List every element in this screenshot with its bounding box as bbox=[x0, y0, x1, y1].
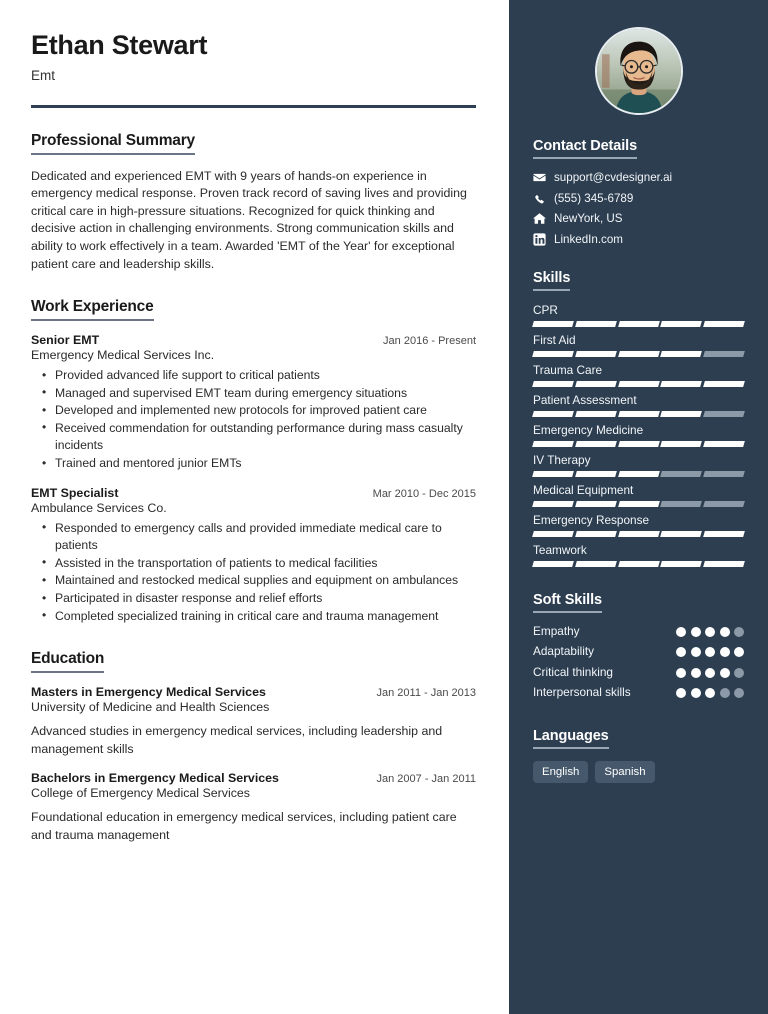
summary-text: Dedicated and experienced EMT with 9 years of hands-on experience in emergency medical response. Proven track record of saving lives and providing critical care in high-pressure situations. Recognized for quick thinking and decisive action in challenging environments. Strong communication skills and ability to work effectively in a team. Awarded 'EMT of the Year' for exceptional patient care and leadership skills. bbox=[31, 168, 467, 271]
rating-dot bbox=[676, 668, 686, 678]
skill-bar-segment bbox=[661, 381, 703, 387]
rating-dot bbox=[720, 627, 730, 637]
skill-item bbox=[533, 332, 744, 357]
skill-label: IV Therapy bbox=[533, 452, 591, 467]
skill-bar-segment bbox=[532, 381, 574, 387]
rating-dot bbox=[691, 668, 701, 678]
skill-bar-segment bbox=[661, 321, 703, 327]
skill-label: Emergency Response bbox=[533, 512, 650, 527]
skill-item bbox=[533, 452, 744, 477]
skill-bar-segment bbox=[703, 411, 745, 417]
work-entry-bullets bbox=[31, 367, 476, 473]
skill-label: Medical Equipment bbox=[533, 482, 634, 497]
work-entry-role: EMT Specialist bbox=[31, 485, 119, 500]
section-contact-details bbox=[533, 137, 744, 247]
skill-level-bar bbox=[533, 351, 744, 357]
skill-bar-segment bbox=[618, 441, 660, 447]
contact-linkedin-text: LinkedIn.com bbox=[554, 232, 623, 246]
soft-skills-list bbox=[533, 623, 744, 701]
soft-skill-item bbox=[533, 643, 744, 660]
section-title-skills: Skills bbox=[533, 270, 570, 291]
work-entry-organization: Ambulance Services Co. bbox=[31, 500, 167, 515]
skill-bar-segment bbox=[703, 531, 745, 537]
list-item: • Completed specialized training in critical care and trauma management bbox=[55, 608, 476, 626]
language-chip[interactable]: English bbox=[533, 761, 588, 783]
skill-bar-segment bbox=[703, 561, 745, 567]
skill-level-bar bbox=[533, 381, 744, 387]
skill-bar-segment bbox=[661, 531, 703, 537]
skill-bar-segment bbox=[618, 501, 660, 507]
skill-bar-segment bbox=[532, 441, 574, 447]
education-entry-header bbox=[31, 685, 476, 699]
skill-bar-segment bbox=[532, 561, 574, 567]
skill-bar-segment bbox=[532, 411, 574, 417]
contact-list bbox=[533, 170, 744, 247]
sidebar bbox=[509, 0, 768, 1014]
skill-bar-segment bbox=[661, 351, 703, 357]
linkedin-icon bbox=[533, 233, 550, 246]
soft-skill-rating-dots bbox=[668, 643, 744, 657]
skill-bar-segment bbox=[532, 321, 574, 327]
envelope-icon bbox=[533, 171, 550, 184]
skill-bar-segment bbox=[575, 411, 617, 417]
education-entry-dates: Jan 2007 - Jan 2011 bbox=[376, 773, 476, 786]
work-entry-header bbox=[31, 333, 476, 347]
list-item: • Developed and implemented new protocols for improved patient care bbox=[55, 402, 476, 420]
list-item: • Responded to emergency calls and provided immediate medical care to patients bbox=[55, 520, 476, 555]
contact-email-text: support@cvdesigner.ai bbox=[554, 171, 673, 184]
rating-dot bbox=[676, 647, 686, 657]
skill-bar-segment bbox=[661, 471, 703, 477]
section-skills bbox=[533, 269, 744, 567]
skill-item bbox=[533, 422, 744, 447]
skill-item bbox=[533, 482, 744, 507]
rating-dot bbox=[720, 647, 730, 657]
skill-bar-segment bbox=[618, 531, 660, 537]
skill-bar-segment bbox=[703, 351, 745, 357]
skill-bar-segment bbox=[661, 561, 703, 567]
work-entry-bullets bbox=[31, 520, 476, 626]
rating-dot bbox=[691, 647, 701, 657]
list-item: • Received commendation for outstanding performance during mass casualty incidents bbox=[55, 420, 476, 455]
soft-skill-label: Interpersonal skills bbox=[533, 685, 631, 699]
skill-bar-segment bbox=[575, 381, 617, 387]
section-title-contact: Contact Details bbox=[533, 138, 637, 159]
phone-icon bbox=[533, 192, 550, 205]
skill-item bbox=[533, 512, 744, 537]
skill-bar-segment bbox=[575, 321, 617, 327]
list-item: • Assisted in the transportation of patients to medical facilities bbox=[55, 555, 476, 573]
skill-bar-segment bbox=[618, 471, 660, 477]
rating-dot bbox=[705, 688, 715, 698]
skill-label: CPR bbox=[533, 302, 558, 317]
education-entry-degree: Bachelors in Emergency Medical Services bbox=[31, 771, 279, 786]
soft-skill-rating-dots bbox=[668, 684, 744, 698]
soft-skill-rating-dots bbox=[668, 664, 744, 678]
skill-bar-segment bbox=[618, 351, 660, 357]
rating-dot bbox=[734, 647, 744, 657]
language-chip[interactable]: Spanish bbox=[595, 761, 654, 783]
education-entry-school: College of Emergency Medical Services bbox=[31, 786, 250, 801]
rating-dot bbox=[691, 688, 701, 698]
education-entry-header bbox=[31, 771, 476, 785]
section-professional-summary bbox=[31, 132, 476, 274]
section-education bbox=[31, 650, 476, 844]
skill-level-bar bbox=[533, 501, 744, 507]
work-entry-organization: Emergency Medical Services Inc. bbox=[31, 348, 215, 363]
list-item: • Trained and mentored junior EMTs bbox=[55, 455, 476, 473]
skill-level-bar bbox=[533, 471, 744, 477]
skill-level-bar bbox=[533, 531, 744, 537]
skill-level-bar bbox=[533, 321, 744, 327]
education-entry-school: University of Medicine and Health Sciences bbox=[31, 700, 270, 715]
list-item: • Participated in disaster response and relief efforts bbox=[55, 590, 476, 608]
skill-label: Trauma Care bbox=[533, 362, 603, 377]
candidate-job-title: Emt bbox=[31, 68, 56, 84]
skill-bar-segment bbox=[575, 471, 617, 477]
soft-skill-label: Adaptability bbox=[533, 644, 594, 658]
skill-label: Patient Assessment bbox=[533, 392, 637, 407]
rating-dot bbox=[734, 627, 744, 637]
skill-bar-segment bbox=[575, 531, 617, 537]
rating-dot bbox=[676, 688, 686, 698]
skill-bar-segment bbox=[618, 381, 660, 387]
work-entry bbox=[31, 333, 476, 473]
contact-item-linkedin[interactable] bbox=[533, 232, 744, 247]
skill-bar-segment bbox=[661, 441, 703, 447]
skill-bar-segment bbox=[618, 411, 660, 417]
rating-dot bbox=[705, 668, 715, 678]
soft-skill-item bbox=[533, 623, 744, 640]
skill-level-bar bbox=[533, 441, 744, 447]
header-divider bbox=[31, 105, 476, 108]
skill-item bbox=[533, 392, 744, 417]
work-entry-role: Senior EMT bbox=[31, 333, 100, 348]
section-title-soft-skills: Soft Skills bbox=[533, 592, 602, 613]
skill-bar-segment bbox=[661, 501, 703, 507]
work-entry bbox=[31, 486, 476, 626]
section-title-education: Education bbox=[31, 650, 104, 673]
skill-level-bar bbox=[533, 411, 744, 417]
rating-dot bbox=[734, 668, 744, 678]
languages-list bbox=[533, 761, 744, 783]
contact-item-location[interactable] bbox=[533, 211, 744, 226]
skill-bar-segment bbox=[703, 321, 745, 327]
contact-item-email[interactable] bbox=[533, 170, 744, 185]
candidate-name: Ethan Stewart bbox=[31, 30, 208, 60]
rating-dot bbox=[676, 627, 686, 637]
skill-bar-segment bbox=[618, 321, 660, 327]
section-title-work: Work Experience bbox=[31, 298, 154, 321]
education-entry-dates: Jan 2011 - Jan 2013 bbox=[376, 687, 476, 700]
skill-bar-segment bbox=[575, 501, 617, 507]
skill-bar-segment bbox=[703, 501, 745, 507]
avatar bbox=[595, 27, 683, 115]
work-entry-dates: Mar 2010 - Dec 2015 bbox=[372, 487, 476, 500]
rating-dot bbox=[705, 627, 715, 637]
skill-bar-segment bbox=[661, 411, 703, 417]
soft-skill-rating-dots bbox=[668, 623, 744, 637]
skill-bar-segment bbox=[703, 471, 745, 477]
avatar-container bbox=[533, 0, 744, 115]
rating-dot bbox=[691, 627, 701, 637]
contact-location-text: NewYork, US bbox=[554, 212, 623, 225]
skill-bar-segment bbox=[575, 561, 617, 567]
skill-bar-segment bbox=[703, 381, 745, 387]
skill-label: Emergency Medicine bbox=[533, 422, 644, 437]
education-entry-description: Foundational education in emergency medical services, including patient care and trauma management bbox=[31, 810, 457, 843]
education-entry bbox=[31, 771, 476, 844]
soft-skill-item bbox=[533, 664, 744, 681]
section-title-languages: Languages bbox=[533, 728, 609, 749]
soft-skill-item bbox=[533, 684, 744, 701]
skill-label: First Aid bbox=[533, 332, 576, 347]
skill-bar-segment bbox=[618, 561, 660, 567]
rating-dot bbox=[720, 688, 730, 698]
skill-bar-segment bbox=[532, 501, 574, 507]
work-entry-header bbox=[31, 486, 476, 500]
skill-level-bar bbox=[533, 561, 744, 567]
soft-skill-label: Critical thinking bbox=[533, 664, 613, 679]
rating-dot bbox=[705, 647, 715, 657]
section-title-summary: Professional Summary bbox=[31, 132, 195, 155]
skill-label: Teamwork bbox=[533, 542, 587, 557]
section-work-experience bbox=[31, 298, 476, 625]
skill-bar-segment bbox=[703, 441, 745, 447]
rating-dot bbox=[720, 668, 730, 678]
list-item: • Managed and supervised EMT team during emergency situations bbox=[55, 385, 476, 403]
education-entry-degree: Masters in Emergency Medical Services bbox=[31, 685, 266, 700]
section-soft-skills bbox=[533, 591, 744, 701]
skill-bar-segment bbox=[575, 351, 617, 357]
skill-bar-segment bbox=[532, 531, 574, 537]
skill-item bbox=[533, 542, 744, 567]
skill-bar-segment bbox=[532, 471, 574, 477]
education-entry-description: Advanced studies in emergency medical services, including leadership and management skills bbox=[31, 724, 443, 756]
skill-item bbox=[533, 302, 744, 327]
education-entry bbox=[31, 685, 476, 758]
list-item: • Provided advanced life support to critical patients bbox=[55, 367, 476, 385]
soft-skill-label: Empathy bbox=[533, 623, 580, 638]
skill-bar-segment bbox=[575, 441, 617, 447]
skill-item bbox=[533, 362, 744, 387]
work-entry-dates: Jan 2016 - Present bbox=[383, 335, 476, 348]
skills-list bbox=[533, 302, 744, 567]
rating-dot bbox=[734, 688, 744, 698]
contact-item-phone[interactable] bbox=[533, 191, 744, 206]
skill-bar-segment bbox=[532, 351, 574, 357]
home-icon bbox=[533, 212, 550, 225]
section-languages bbox=[533, 727, 744, 783]
contact-phone-text: (555) 345-6789 bbox=[554, 191, 634, 205]
list-item: • Maintained and restocked medical supplies and equipment on ambulances bbox=[55, 572, 476, 590]
page-title bbox=[31, 30, 476, 83]
